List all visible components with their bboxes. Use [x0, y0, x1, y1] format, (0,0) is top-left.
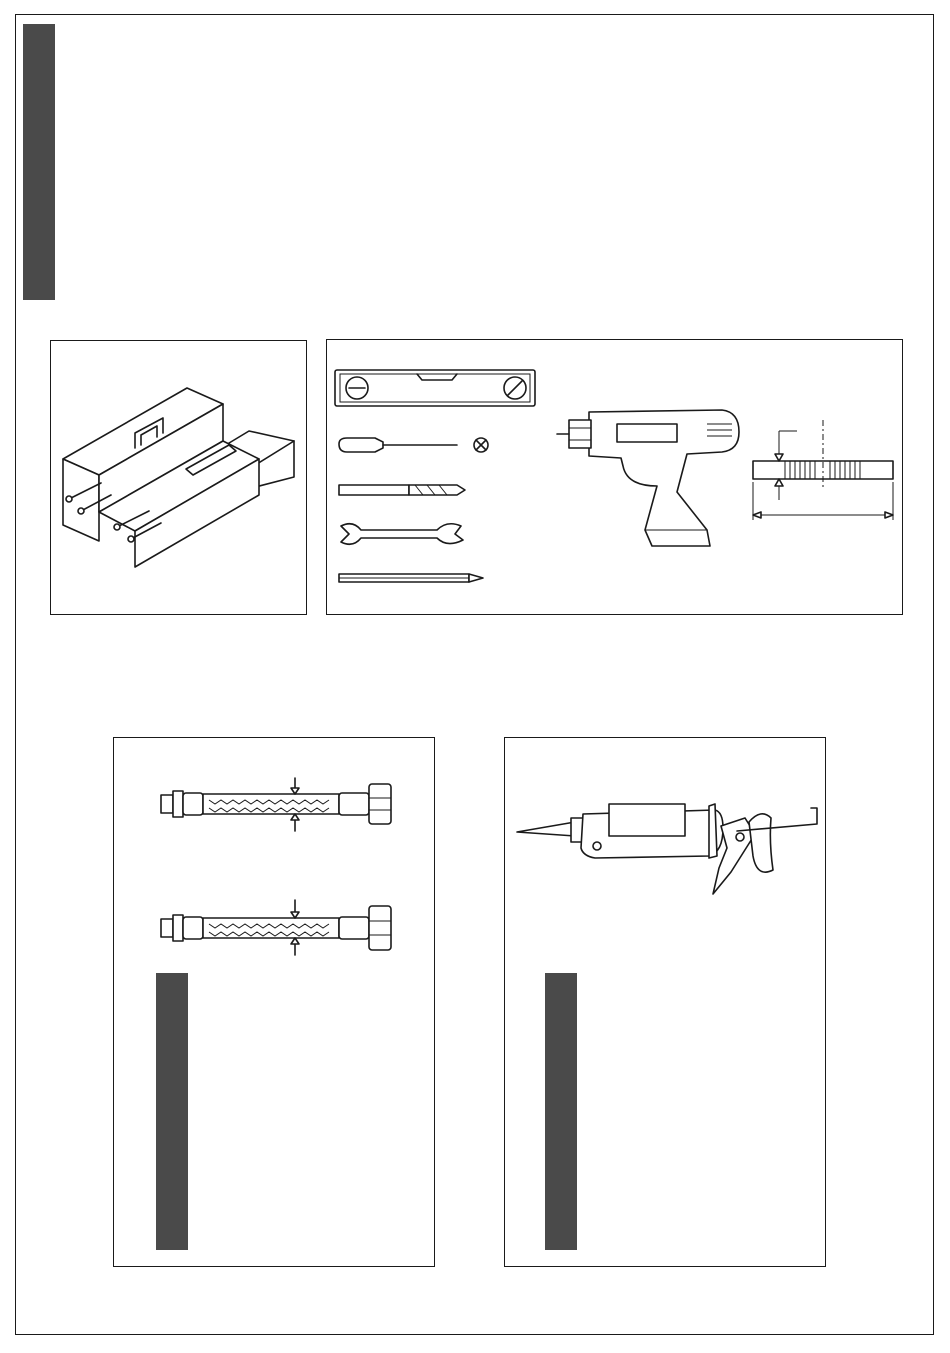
- section-tab-caulk: [545, 973, 577, 1250]
- section-tab-hoses: [156, 973, 188, 1250]
- flex-hose-icon: [161, 778, 391, 831]
- wrench-icon: [341, 524, 463, 545]
- hose-dimension-icon: [753, 420, 893, 520]
- screwdriver-icon: [339, 438, 488, 452]
- tools-panel: [326, 339, 903, 615]
- pencil-icon: [339, 574, 483, 582]
- section-tab-top: [23, 24, 55, 300]
- caulking-gun-panel: [504, 737, 826, 1267]
- spirit-level-icon: [335, 370, 535, 406]
- toolbox-icon: [51, 341, 308, 616]
- toolbox-panel: [50, 340, 307, 615]
- tools-illustration: [327, 340, 904, 616]
- flex-hose-icon: [161, 900, 391, 955]
- drill-bit-icon: [339, 485, 465, 495]
- hoses-panel: [113, 737, 435, 1267]
- power-drill-icon: [557, 410, 739, 546]
